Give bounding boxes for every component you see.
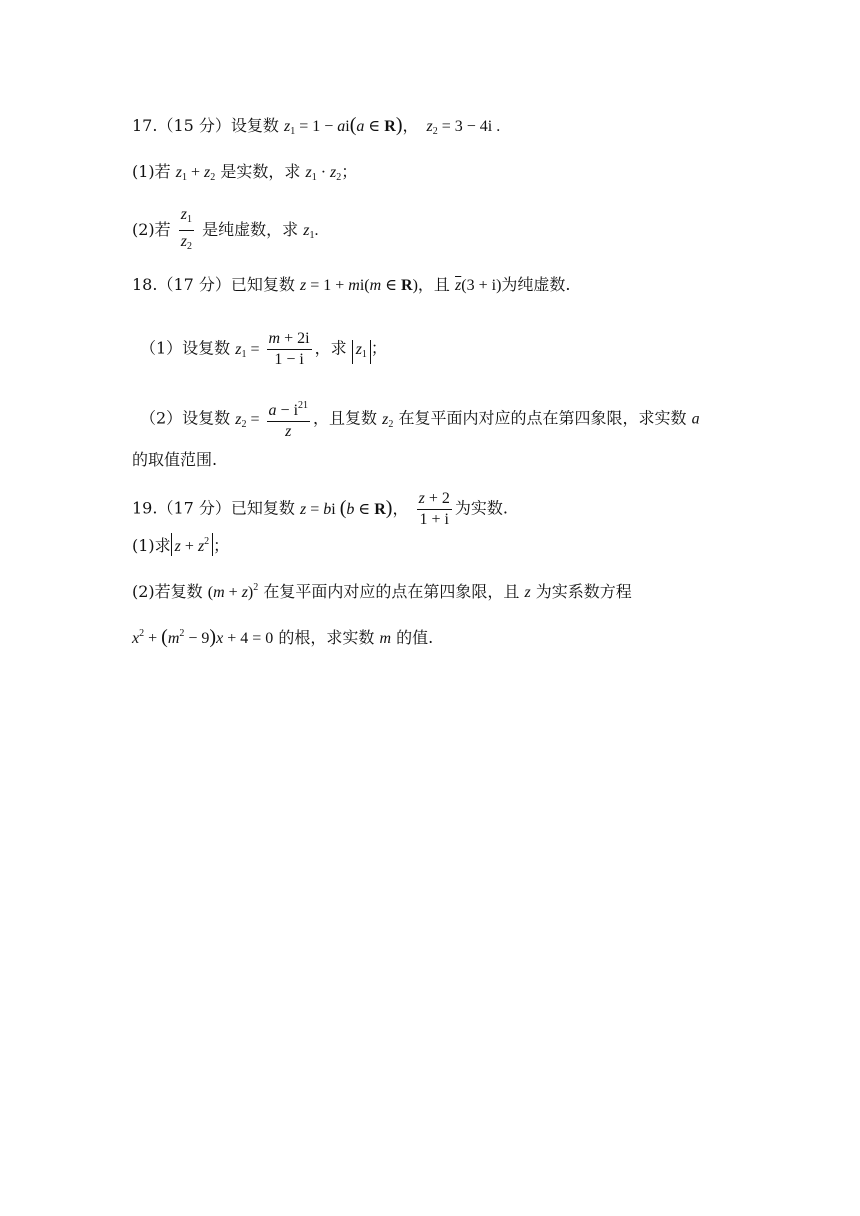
- q19-part2: [132, 577, 632, 604]
- q19-part2-cont-text: 的根，求实数: [278, 628, 375, 647]
- q18-part2-var-a: a: [691, 410, 700, 428]
- q17-formula: $z_1 = 1 - ai(a$ ∈ R)， $z_2 = 3 - 4i$ .: [284, 114, 501, 137]
- q19-fraction: $\frac{z + 2}{1 + i}$: [418, 490, 450, 528]
- q19-part2-cont: [132, 623, 433, 650]
- q17-part1-text: 是实数，求: [220, 162, 301, 181]
- q18-formula: z = 1 + mi(m ∈ R): [300, 277, 418, 294]
- q19-part1-abs: $z + z^2$: [171, 533, 214, 556]
- q17-line: [132, 114, 500, 143]
- q17-head: 17.（15 分）设复数: [132, 116, 279, 135]
- q19-part2-text-a: 在复平面内对应的点在第四象限，且: [263, 582, 520, 601]
- q18-line: [132, 274, 570, 297]
- q18-part1-formula: $z_1$ = $\frac{m + 2i}{1 - i}$: [235, 330, 310, 368]
- q18-part2-prefix: （2）设复数: [140, 408, 231, 428]
- q19-part2-text-b: 为实系数方程: [535, 582, 632, 601]
- q18-part2-cont-text: 的取值范围.: [132, 450, 218, 469]
- q17-part2: [132, 204, 318, 257]
- q18-part2-z2: $z_2$: [382, 410, 394, 430]
- q19-part1: (1)求 $z + z^2$ ；: [132, 533, 229, 558]
- q18-tail: 为纯虚数.: [501, 275, 571, 294]
- q18-part2-text-a: ，且复数: [313, 408, 378, 428]
- q18-mid: ，且: [417, 275, 450, 294]
- q17-part1-target: $z_1 \cdot z_2$；: [305, 164, 358, 183]
- q17-part2-prefix: (2)若: [132, 220, 171, 239]
- q19-part2-formula: $(m + z)^2$: [207, 582, 259, 601]
- q18-part2-cont: [132, 449, 217, 471]
- q17-part1-prefix: (1)若: [132, 162, 171, 181]
- q18-head: 18.（17 分）已知复数: [132, 275, 295, 294]
- q19-formula: z = bi (b ∈ R)，: [300, 496, 409, 519]
- q17-fraction: $\frac{z_1}{z_2}$: [179, 204, 194, 257]
- q18-part1: （1）设复数 $z_1$ = $\frac{m + 2i}{1 - i}$ ，求 $z_1$ ；: [140, 330, 387, 368]
- q18-part2: [140, 396, 700, 442]
- q19-head: 19.（17 分）已知复数: [132, 498, 295, 518]
- q17-part2-target: $z_1$.: [303, 222, 319, 241]
- q19-line: [132, 488, 508, 530]
- q19-part2-var-m: m: [379, 630, 391, 647]
- q19-part2-var-z: z: [524, 584, 531, 601]
- q18-part1-prefix: （1）设复数: [140, 338, 231, 358]
- q18-part1-abs: $z_1$: [352, 340, 371, 364]
- q19-equation: $x^2 + (m^2 - 9)x + 4 = 0$: [132, 626, 274, 648]
- q18-part1-text: ，求: [314, 338, 347, 358]
- q18-part2-text-b: 在复平面内对应的点在第四象限，求实数: [398, 408, 687, 428]
- q17-part1: [132, 161, 357, 189]
- q18-part2-formula: $z_2$ = $\frac{a - i^{21}}{z}$: [235, 400, 309, 440]
- q17-part1-formula: $z_1 + z_2$: [175, 164, 216, 183]
- q19-part2-cont-end: 的值.: [396, 628, 434, 647]
- q19-part2-prefix: (2)若复数: [132, 582, 203, 601]
- q17-part2-text: 是纯虚数，求: [202, 220, 299, 239]
- q19-part1-prefix: (1)求: [132, 536, 171, 555]
- q19-tail: 为实数.: [454, 498, 508, 518]
- q18-conj: $\overline{z}(3 + i)$: [455, 277, 502, 294]
